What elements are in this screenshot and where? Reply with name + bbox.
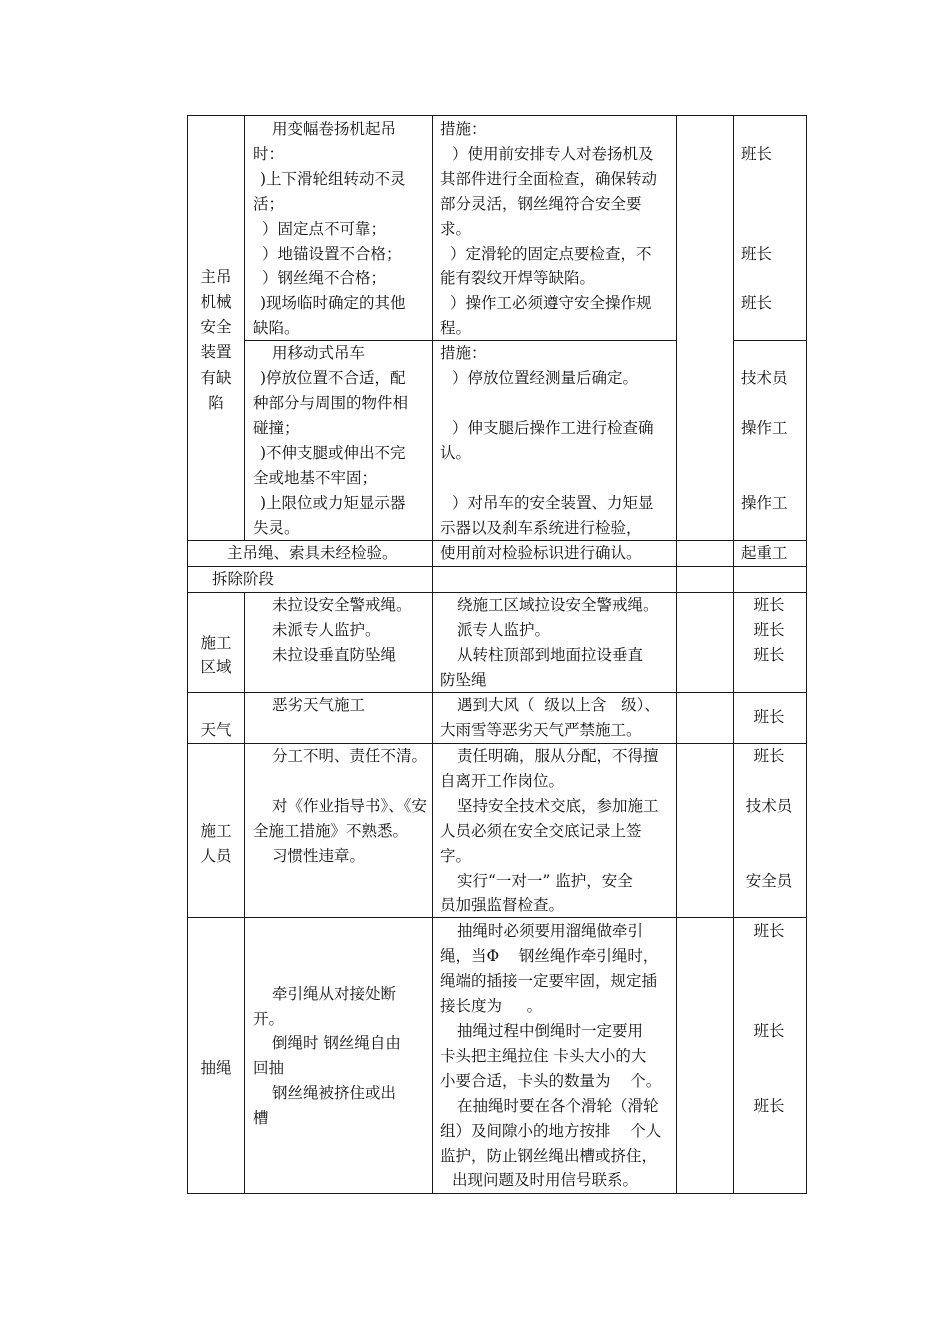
measure-line: 人员必须在安全交底记录上签 [440,822,642,840]
measure-line: ）停放位置经测量后确定。 [452,369,639,387]
responsible-label: 起重工 [741,544,788,562]
responsible-label: 操作工 [741,419,788,437]
measure-line: 抽绳时必须要用溜绳做牵引 [457,922,644,940]
measure-line: 绳，当Φ 钢丝绳作牵引绳时， [440,947,659,965]
hazard-line: 碰撞； [253,419,300,437]
hazard-line: 用变幅卷扬机起吊 [272,120,397,138]
table-rule-v [676,115,677,1194]
hazard-line: )现场临时确定的其他 [260,294,406,312]
responsible-label: 班长 [741,145,773,163]
hazard-line: 用移动式吊车 [272,344,366,362]
measure-line: 求。 [440,220,472,238]
responsible-label: 班长 [741,245,773,263]
hazard-line: 回抽 [253,1059,285,1077]
hazard-line: )上限位或力矩显示器 [260,494,406,512]
category-label: 抽绳 [200,1059,232,1077]
responsible-label: 班长 [753,922,785,940]
hazard-line: 失灵。 [253,519,300,537]
measure-line: 绳端的插接一定要牢固，规定插 [440,972,658,990]
table-rule-h [187,566,807,567]
measure-line: ）伸支腿后操作工进行检查确 [452,419,654,437]
measure-line: 遇到大风（ 级以上含 级）、 [457,696,660,714]
measure-line: 实行“一对一” 监护，安全 [457,872,633,890]
category-label: 施工 [200,822,232,840]
table-rule-v [244,592,245,1194]
measure-line: 坚持安全技术交底，参加施工 [457,797,659,815]
category-label: 机械 [200,293,232,311]
responsible-label: 班长 [741,294,773,312]
hazard-line: 未拉设垂直防坠绳 [272,646,397,664]
measure-line: 能有裂纹开焊等缺陷。 [440,269,596,287]
hazard-line: )不伸支腿或伸出不完 [260,444,406,462]
table-rule-v [806,115,807,1194]
hazard-line: 对《作业指导书》、《安 [272,797,428,815]
responsible-label: 安全员 [745,872,793,890]
hazard-line: 未拉设安全警戒绳。 [272,596,412,614]
measure-line: 卡头把主绳拉住 卡头大小的大 [440,1047,647,1065]
measure-line: 使用前对检验标识进行确认。 [440,544,642,562]
hazard-line: ）固定点不可靠； [262,220,387,238]
measure-line: 组）及间隙小的地方按排 个人 [440,1122,662,1140]
measure-line: 绕施工区域拉设安全警戒绳。 [457,596,659,614]
measure-line: 抽绳过程中倒绳时一定要用 [457,1022,644,1040]
hazard-line: )上下滑轮组转动不灵 [260,170,406,188]
hazard-line: 主吊绳、索具未经检验。 [227,544,398,562]
category-label: 陷 [208,394,224,412]
measure-line: 从转柱顶部到地面拉设垂直 [457,646,644,664]
category-label: 有缺 [200,369,232,387]
measure-line: 责任明确，服从分配，不得擅 [457,747,659,765]
hazard-line: 习惯性违章。 [272,847,366,865]
table-rule-h [733,340,807,341]
responsible-label: 技术员 [741,369,788,387]
responsible-label: 班长 [753,596,785,614]
measure-line: 措施： [440,344,487,362]
measure-line: 大雨雪等恶劣天气严禁施工。 [440,721,642,739]
table-rule-v [244,115,245,541]
hazard-line: 分工不明、责任不清。 [272,747,428,765]
measure-line: 其部件进行全面检查，确保转动 [440,170,658,188]
measure-line: 措施： [440,120,487,138]
measure-line: 在抽绳时要在各个滑轮（滑轮 [457,1097,659,1115]
measure-line: 出现问题及时用信号联系。 [452,1171,639,1189]
responsible-label: 班长 [753,747,785,765]
category-label: 区域 [200,658,232,676]
table-rule-h [187,1193,807,1194]
hazard-line: 钢丝绳被挤住或出 [272,1084,397,1102]
hazard-line: 活； [253,195,285,213]
responsible-label: 班长 [753,1097,785,1115]
measure-line: ）对吊车的安全装置、力矩显 [452,494,654,512]
measure-line: 派专人监护。 [457,621,551,639]
hazard-line: ）地锚设置不合格； [262,245,402,263]
hazard-line: 牵引绳从对接处断 [272,985,397,1003]
hazard-line: 全施工措施》不熟悉。 [253,822,409,840]
measure-line: 小要合适，卡头的数量为 个。 [440,1072,662,1090]
hazard-line: 倒绳时 钢丝绳自由 [272,1034,401,1052]
responsible-label: 班长 [753,646,785,664]
measure-line: 监护，防止钢丝绳出槽或挤住， [440,1147,658,1165]
measure-line: 字。 [440,847,472,865]
table-rule-h [187,115,807,116]
table-rule-v [187,115,188,1194]
category-label: 装置 [200,343,232,361]
hazard-line: 缺陷。 [253,319,300,337]
measure-line: 认。 [440,444,472,462]
measure-line: 程。 [440,319,472,337]
hazard-line: 未派专人监护。 [272,621,381,639]
measure-line: 示器以及刹车系统进行检验， [440,519,642,537]
measure-line: ）操作工必须遵守安全操作规 [450,294,652,312]
category-label: 安全 [200,318,232,336]
measure-line: 自离开工作岗位。 [440,772,565,790]
responsible-label: 班长 [753,708,785,726]
responsible-label: 技术员 [745,797,793,815]
category-label: 主吊 [200,268,232,286]
hazard-line: 种部分与周围的物件相 [253,394,409,412]
measure-line: 部分灵活，钢丝绳符合安全要 [440,195,642,213]
category-label: 人员 [200,847,232,865]
responsible-label: 班长 [753,621,785,639]
measure-line: ）定滑轮的固定点要检查，不 [450,245,652,263]
hazard-line: 槽 [253,1109,269,1127]
hazard-line: ）钢丝绳不合格； [262,269,387,287]
responsible-label: 操作工 [741,494,788,512]
measure-line: 防坠绳 [440,671,487,689]
category-label: 施工 [200,634,232,652]
measure-line: 员加强监督检查。 [440,896,565,914]
hazard-line: 开。 [253,1010,285,1028]
hazard-line: 恶劣天气施工 [272,696,366,714]
table-rule-v [432,115,433,1194]
measure-line: ）使用前安排专人对卷扬机及 [452,145,654,163]
hazard-line: )停放位置不合适，配 [260,369,406,387]
measure-line: 接长度为 。 [440,997,543,1015]
hazard-line: 全或地基不牢固； [253,469,378,487]
stage-label: 拆除阶段 [212,570,275,588]
hazard-line: 时： [253,145,285,163]
category-label: 天气 [200,721,232,739]
responsible-label: 班长 [753,1022,785,1040]
